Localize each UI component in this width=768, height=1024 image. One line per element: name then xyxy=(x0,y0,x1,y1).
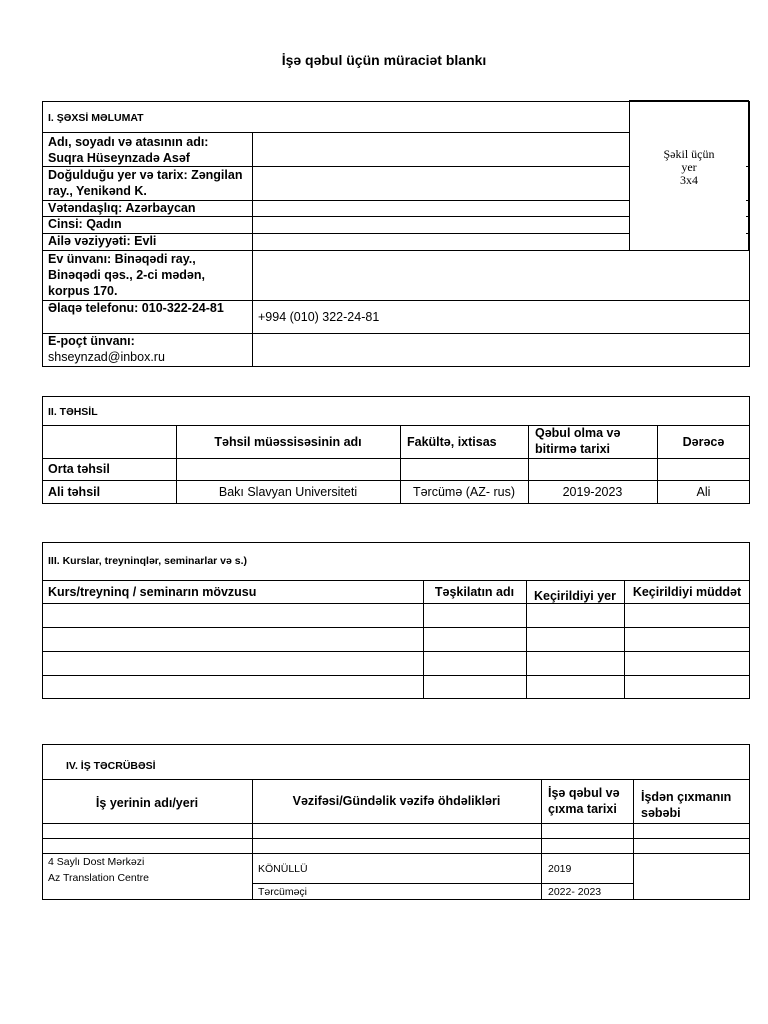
exp-header-reason: İşdən çıxmanın səbəbi xyxy=(641,790,732,820)
edu-higher-faculty: Tərcümə (AZ- rus) xyxy=(412,485,516,499)
phone-value: +994 (010) 322-24-81 xyxy=(258,310,380,324)
exp-header-dates: İşə qəbul və çıxma tarixi xyxy=(548,786,620,816)
edu-higher-dates: 2019-2023 xyxy=(562,485,623,499)
courses-heading: III. Kurslar, treyninqlər, seminarlar və s.) xyxy=(48,555,248,567)
education-heading: II. TƏHSİL xyxy=(48,406,98,418)
personal-heading: I. ŞƏXSİ MƏLUMAT xyxy=(48,112,144,124)
exp-row-1-dates: 2019 xyxy=(548,863,572,875)
exp-row-2-dates: 2022- 2023 xyxy=(548,886,602,898)
citizenship-label: Vətəndaşlıq: Azərbaycan xyxy=(48,201,196,215)
edu-higher-label: Ali təhsil xyxy=(48,485,101,499)
address-label: Ev ünvanı: Binəqədi ray., Binəqədi qəs., 2-ci mədən, korpus 170. xyxy=(48,252,205,298)
phone-label: Əlaqə telefonu: 010-322-24-81 xyxy=(48,301,224,315)
edu-header-degree: Dərəcə xyxy=(682,435,725,449)
name-label: Adı, soyadı və atasının adı: Suqra Hüseynzadə Asəf xyxy=(48,135,209,165)
edu-header-dates: Qəbul olma və bitirmə tarixi xyxy=(535,426,621,456)
exp-header-position: Vəzifəsi/Gündəlik vəzifə öhdəlikləri xyxy=(292,794,501,808)
email-label: E-poçt ünvanı: xyxy=(48,334,135,348)
edu-higher-institution: Bakı Slavyan Universiteti xyxy=(218,485,358,499)
course-header-duration: Keçirildiyi müddət xyxy=(632,585,742,599)
course-header-organization: Təşkilatın adı xyxy=(434,585,515,599)
course-header-topic: Kurs/treyninq / seminarın mövzusu xyxy=(48,585,257,599)
photo-placeholder: Şəkil üçün yer 3x4 xyxy=(663,147,715,187)
form-title: İşə qəbul üçün müraciət blankı xyxy=(281,52,487,68)
edu-secondary-label: Orta təhsil xyxy=(48,462,110,476)
exp-row-1-position: KÖNÜLLÜ xyxy=(258,863,308,875)
exp-row-1-place: 4 Saylı Dost Mərkəzi Az Translation Centre xyxy=(48,856,149,884)
edu-header-institution: Təhsil müəssisəsinin adı xyxy=(214,435,362,449)
gender-label: Cinsi: Qadın xyxy=(48,217,122,231)
exp-row-2-position: Tərcüməçi xyxy=(258,886,308,898)
course-header-place: Keçirildiyi yer xyxy=(534,589,616,603)
edu-header-faculty: Fakültə, ixtisas xyxy=(407,435,497,449)
marital-label: Ailə vəziyyəti: Evli xyxy=(48,234,157,248)
email-value: shseynzad@inbox.ru xyxy=(48,350,165,364)
birth-label: Doğulduğu yer və tarix: Zəngilan ray., Yenikənd K. xyxy=(48,168,243,198)
edu-higher-degree: Ali xyxy=(696,485,711,499)
exp-header-workplace: İş yerinin adı/yeri xyxy=(95,796,199,810)
experience-heading: IV. İŞ TƏCRÜBƏSİ xyxy=(66,760,156,772)
